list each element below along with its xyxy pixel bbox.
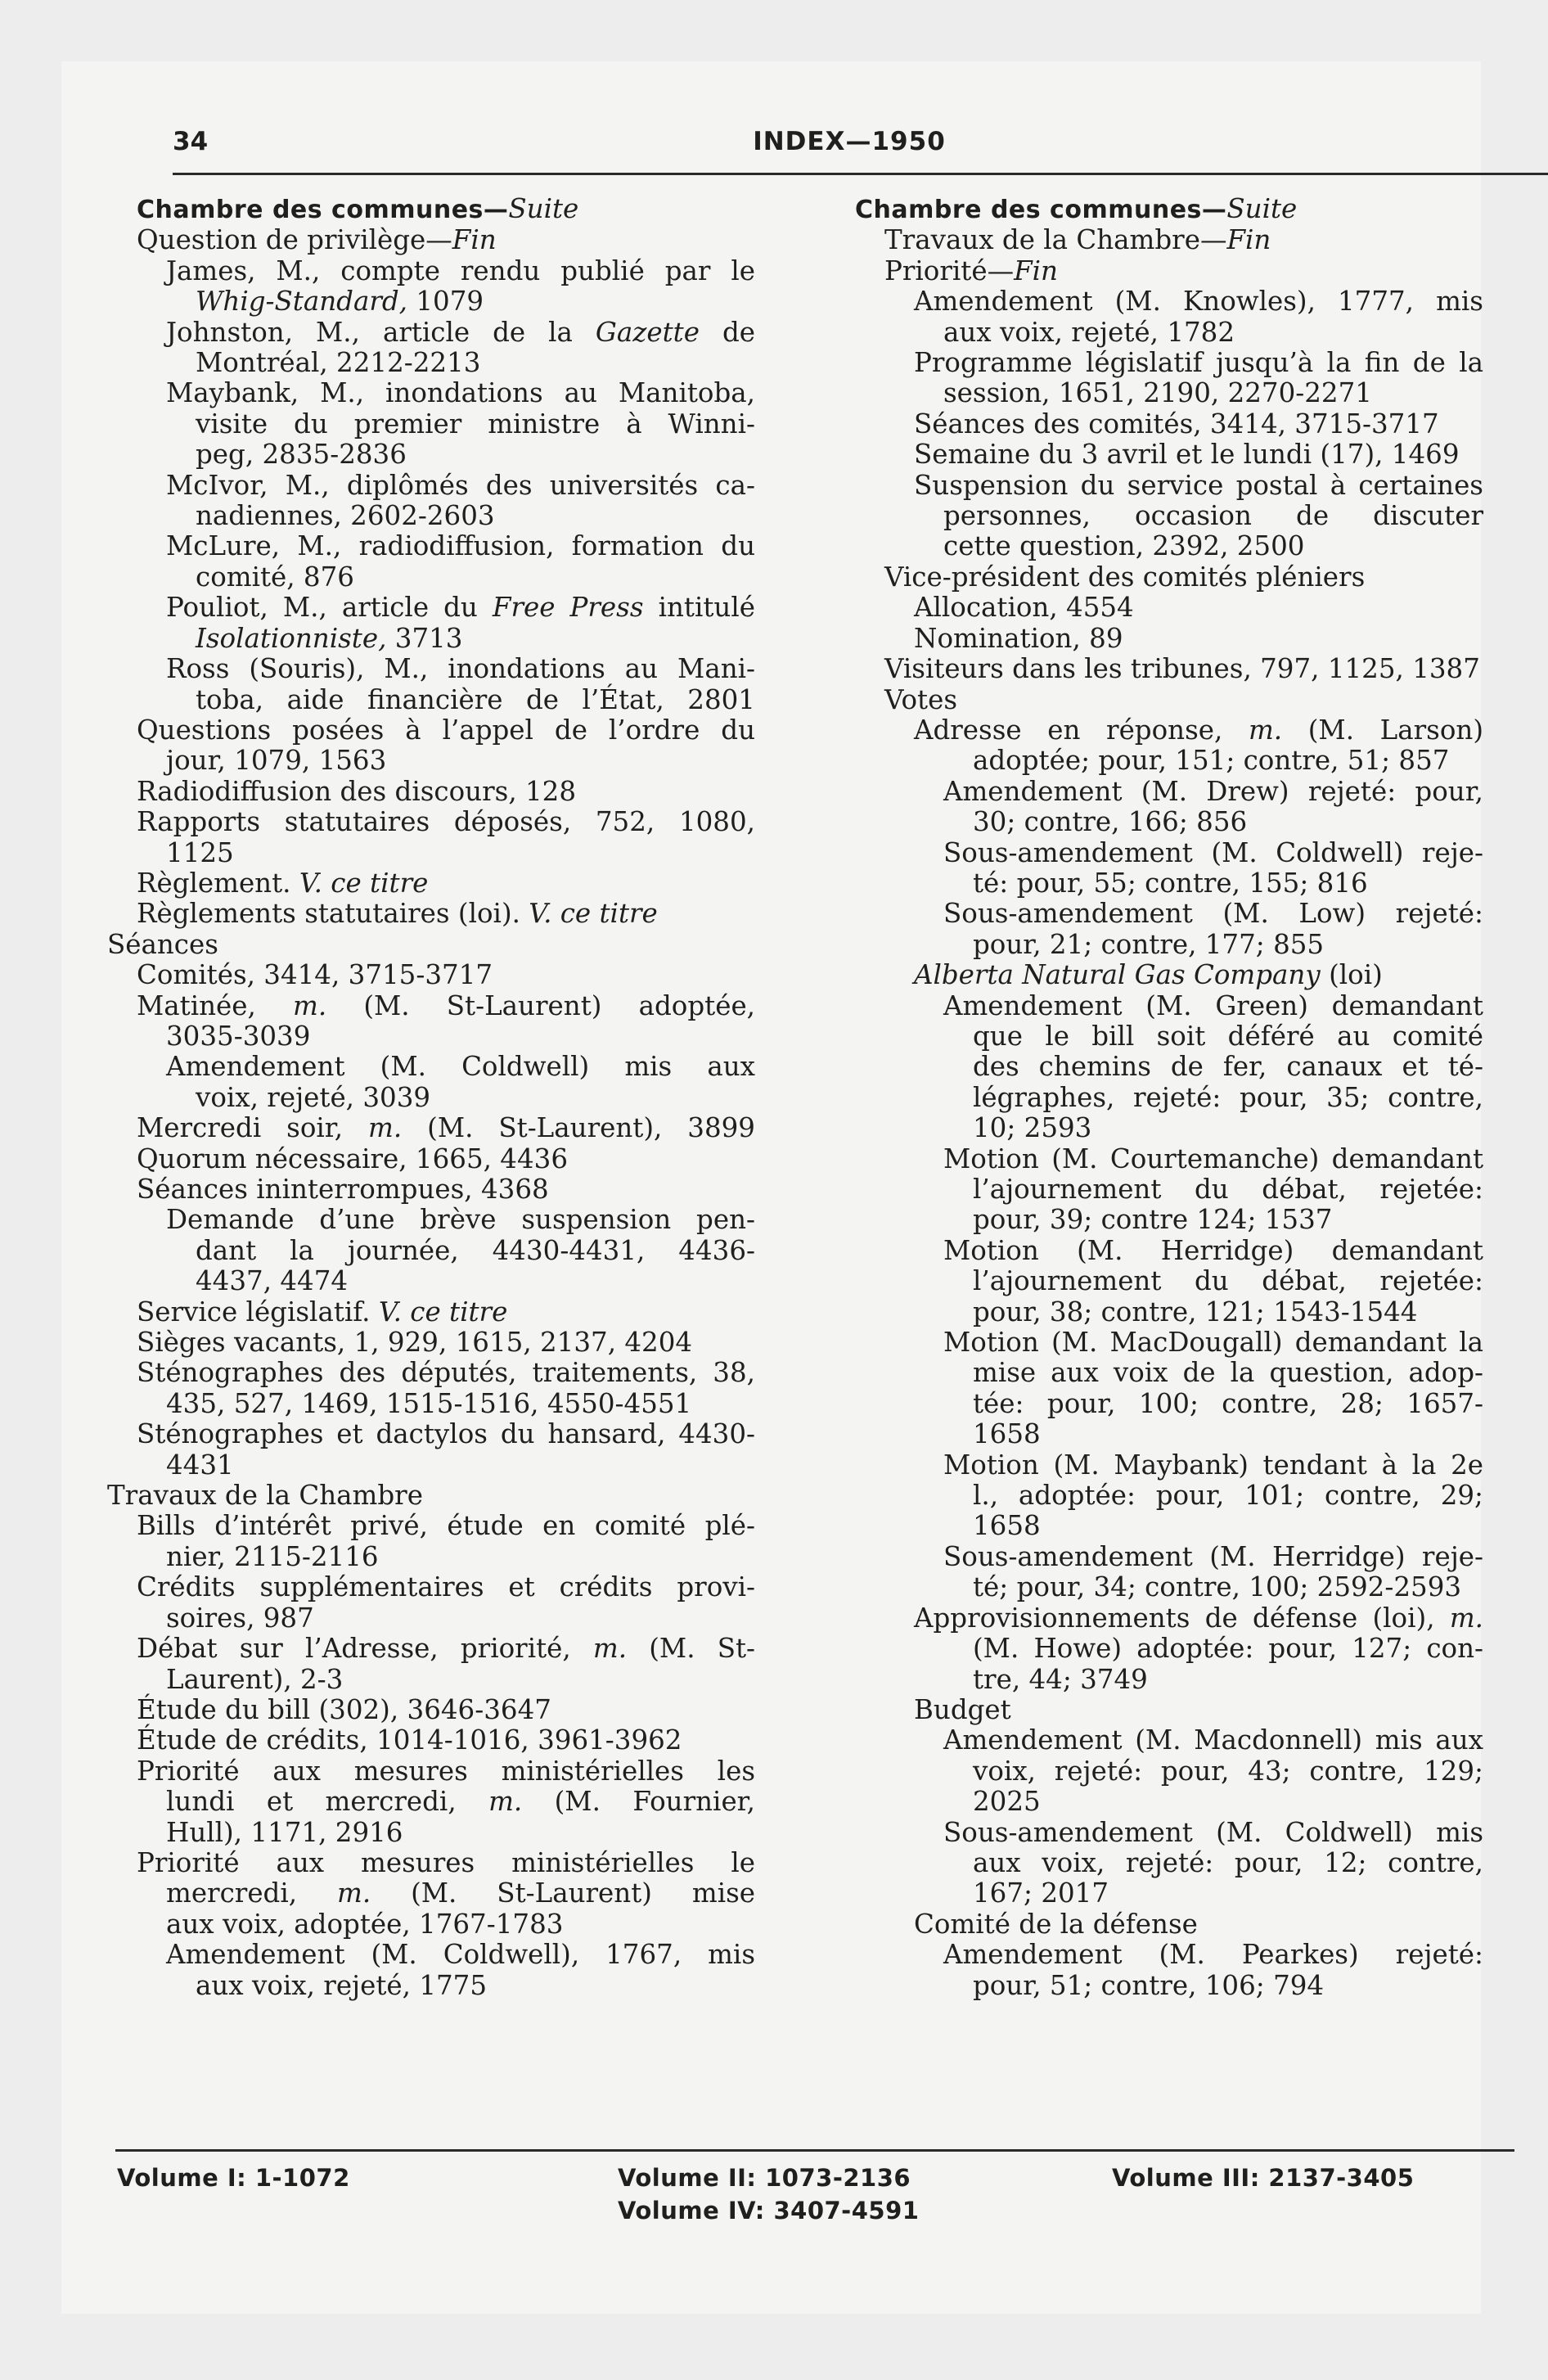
- index-line: [166, 1052, 755, 1082]
- index-text: Crédits supplémentaires et crédits provi-: [137, 1571, 755, 1603]
- index-text: Mercredi soir,: [137, 1112, 369, 1144]
- index-text: Motion (M. Maybank) tendant à la 2e: [943, 1449, 1483, 1481]
- index-text: Visiteurs dans les tribunes, 797, 1125, 1387: [884, 653, 1480, 685]
- index-line: [166, 1542, 824, 1572]
- index-text: Amendement (M. Coldwell), 1767, mis: [166, 1939, 755, 1971]
- footer-volume-2: Volume II: 1073-2136: [618, 2164, 911, 2192]
- index-text: jour, 1079, 1563: [166, 745, 387, 777]
- index-italic-text: m.: [488, 1786, 523, 1818]
- index-line: [166, 1787, 755, 1817]
- index-line: [973, 1389, 1483, 1419]
- index-text: Vice-président des comités pléniers: [884, 561, 1366, 593]
- index-text: Sous-amendement (M. Coldwell) reje-: [943, 836, 1483, 868]
- index-line: [973, 1511, 1522, 1541]
- index-line: [943, 838, 1483, 868]
- index-line: [943, 1542, 1483, 1572]
- index-line: [196, 501, 824, 531]
- index-line: [973, 1787, 1522, 1817]
- index-text: toba, aide financière de l’État, 2801: [196, 683, 755, 715]
- index-line: [137, 1358, 755, 1388]
- index-line: [166, 318, 755, 348]
- index-text: Ross (Souris), M., inondations au Mani-: [166, 653, 755, 685]
- index-line: [943, 501, 1483, 531]
- index-text: Amendement (M. Pearkes) rejeté:: [943, 1939, 1483, 1971]
- index-line: [973, 1174, 1483, 1205]
- index-line: [137, 1725, 824, 1756]
- index-text: l’ajournement du débat, rejetée:: [973, 1265, 1483, 1297]
- index-text: Amendement (M. Green) demandant: [943, 989, 1483, 1021]
- index-page: [61, 61, 1481, 2314]
- index-line: [166, 378, 755, 408]
- index-text: mercredi,: [166, 1877, 338, 1909]
- index-line: [196, 439, 824, 470]
- index-text: (M. St-Laurent), 3899: [402, 1112, 755, 1144]
- index-text: Hull), 1171, 2916: [166, 1816, 403, 1848]
- index-line: [166, 654, 755, 684]
- index-line: [973, 1665, 1522, 1695]
- index-text: adoptée; pour, 151; contre, 51; 857: [973, 745, 1450, 777]
- index-line: [137, 1113, 755, 1143]
- index-text: James, M., compte rendu publié par le: [166, 255, 755, 286]
- index-text: Votes: [884, 683, 958, 715]
- index-text: session, 1651, 2190, 2270-2271: [943, 377, 1372, 409]
- index-italic-text: V. ce titre: [378, 1296, 508, 1327]
- index-text: Montréal, 2212-2213: [196, 347, 481, 379]
- index-text: Priorité aux mesures ministérielles le: [137, 1846, 755, 1878]
- index-text: aux voix, adoptée, 1767-1783: [166, 1908, 564, 1940]
- index-text: aux voix, rejeté, 1775: [196, 1969, 488, 2001]
- index-line: [107, 930, 824, 960]
- index-line: [973, 746, 1522, 776]
- index-text: Comités, 3414, 3715-3717: [137, 959, 493, 991]
- index-line: [914, 1909, 1522, 1940]
- index-text: tée: pour, 100; contre, 28; 1657-: [973, 1387, 1483, 1419]
- index-line: [884, 685, 1522, 715]
- index-line: [166, 593, 755, 623]
- index-line: [166, 1909, 824, 1940]
- footer-volume-4: Volume IV: 3407-4591: [618, 2197, 920, 2224]
- index-line: [166, 256, 755, 286]
- index-text: pour, 38; contre, 121; 1543-1544: [973, 1296, 1418, 1327]
- index-line: [166, 1389, 824, 1419]
- index-line: [166, 1603, 824, 1634]
- index-line: [914, 624, 1522, 654]
- index-line: [943, 991, 1483, 1021]
- index-line: [137, 1695, 824, 1725]
- index-text: 2025: [973, 1786, 1041, 1818]
- index-line: [973, 1266, 1483, 1296]
- index-line: [166, 1940, 755, 1970]
- index-text: Travaux de la Chambre: [107, 1480, 423, 1512]
- index-italic-text: m.: [337, 1877, 371, 1909]
- index-text: soires, 987: [166, 1602, 314, 1634]
- index-italic-text: Isolationniste,: [196, 622, 387, 654]
- index-line: [973, 1205, 1522, 1235]
- index-line: [855, 194, 1522, 225]
- index-text: Radiodiffusion des discours, 128: [137, 775, 577, 807]
- index-line: [914, 1603, 1483, 1634]
- index-line: [973, 1113, 1522, 1143]
- index-line: [137, 1511, 755, 1541]
- index-line: [973, 868, 1522, 899]
- index-line: [943, 318, 1522, 348]
- index-line: [943, 1940, 1483, 1970]
- index-text: Sténographes et dactylos du hansard, 4430-: [137, 1418, 755, 1450]
- index-line: [914, 715, 1483, 746]
- index-text: Séances ininterrompues, 4368: [137, 1174, 549, 1205]
- index-italic-text: Suite: [508, 193, 579, 224]
- index-line: [943, 1327, 1483, 1358]
- index-italic-text: Suite: [1226, 193, 1298, 224]
- index-text: (M. St-Laurent) mise: [371, 1877, 755, 1909]
- index-line: [884, 225, 1522, 255]
- index-line: [943, 378, 1522, 408]
- index-text: 30; contre, 166; 856: [973, 806, 1248, 838]
- index-text: Maybank, M., inondations au Manitoba,: [166, 377, 755, 409]
- footer-volume-3: Volume III: 2137-3405: [1112, 2164, 1415, 2192]
- index-line: [973, 930, 1522, 960]
- index-text: 4437, 4474: [196, 1265, 349, 1297]
- index-text: Étude du bill (302), 3646-3647: [137, 1693, 551, 1725]
- index-text: McIvor, M., diplômés des universités ca-: [166, 469, 755, 501]
- index-italic-text: m.: [1248, 714, 1283, 746]
- index-line: [943, 777, 1483, 807]
- index-text: Service législatif.: [137, 1296, 379, 1327]
- index-text: comité, 876: [196, 561, 354, 593]
- index-text: légraphes, rejeté: pour, 35; contre,: [973, 1081, 1483, 1113]
- index-line: [196, 624, 824, 654]
- index-text: Programme législatif jusqu’à la fin de la: [914, 347, 1483, 379]
- index-italic-text: Free Press: [492, 592, 644, 624]
- running-head: INDEX—1950: [753, 127, 946, 156]
- index-text: nadiennes, 2602-2603: [196, 500, 495, 532]
- index-line: [943, 899, 1483, 929]
- index-text: Sous-amendement (M. Herridge) reje-: [943, 1540, 1483, 1572]
- index-text: l’ajournement du débat, rejetée:: [973, 1174, 1483, 1205]
- index-line: [137, 194, 824, 225]
- index-italic-text: Whig-Standard,: [196, 286, 408, 318]
- index-line: [166, 1021, 824, 1052]
- index-text: des chemins de fer, canaux et té-: [973, 1051, 1483, 1083]
- index-text: Budget: [914, 1693, 1011, 1725]
- index-line: [137, 1572, 755, 1602]
- index-text: Sièges vacants, 1, 929, 1615, 2137, 4204: [137, 1327, 693, 1359]
- index-line: [914, 439, 1522, 470]
- index-text: pour, 51; contre, 106; 794: [973, 1969, 1325, 2001]
- index-italic-text: m.: [368, 1112, 403, 1144]
- index-text: voix, rejeté, 3039: [196, 1081, 431, 1113]
- index-text: Motion (M. Herridge) demandant: [943, 1234, 1483, 1266]
- index-text: Laurent), 2-3: [166, 1663, 344, 1695]
- index-line: [137, 899, 824, 929]
- index-text: lundi et mercredi,: [166, 1786, 489, 1818]
- index-line: [196, 1083, 824, 1113]
- index-line: [137, 1144, 824, 1174]
- header-rule: [173, 173, 1548, 175]
- index-line: [884, 654, 1522, 684]
- index-text: Nomination, 89: [914, 622, 1123, 654]
- index-line: [137, 991, 755, 1021]
- index-text: 10; 2593: [973, 1112, 1092, 1144]
- index-text: Sténographes des députés, traitements, 38,: [137, 1357, 755, 1389]
- index-text: pour, 39; contre 124; 1537: [973, 1204, 1333, 1236]
- index-text: Quorum nécessaire, 1665, 4436: [137, 1143, 568, 1174]
- index-line: [196, 562, 824, 593]
- index-line: [914, 593, 1522, 623]
- index-text: peg, 2835-2836: [196, 439, 407, 471]
- index-line: [166, 746, 824, 776]
- index-italic-text: Fin: [452, 224, 497, 256]
- index-line: [166, 531, 755, 561]
- index-line: [137, 777, 824, 807]
- index-line: [914, 348, 1483, 378]
- index-text: Approvisionnements de défense (loi),: [914, 1602, 1450, 1634]
- index-text: pour, 21; contre, 177; 855: [973, 928, 1325, 960]
- index-text: (loi): [1320, 959, 1383, 991]
- index-text: Questions posées à l’appel de l’ordre du: [137, 714, 755, 746]
- index-line: [973, 1052, 1483, 1082]
- index-line: [914, 1695, 1522, 1725]
- index-text: Amendement (M. Macdonnell) mis aux: [943, 1724, 1483, 1756]
- index-line: [943, 1725, 1483, 1756]
- index-italic-text: Fin: [1226, 224, 1271, 256]
- index-text: personnes, occasion de discuter: [943, 500, 1483, 532]
- index-line: [914, 409, 1522, 439]
- index-text: Priorité aux mesures ministérielles les: [137, 1755, 755, 1787]
- index-line: [943, 1236, 1483, 1266]
- index-line: [914, 471, 1483, 501]
- index-text: 3713: [386, 622, 463, 654]
- index-text: 3035-3039: [166, 1020, 311, 1052]
- index-line: [166, 471, 755, 501]
- index-text: 1079: [407, 286, 484, 318]
- index-line: [914, 960, 1522, 990]
- index-text: Comité de la défense: [914, 1908, 1198, 1940]
- index-text: Adresse en réponse,: [914, 714, 1249, 746]
- index-text: Motion (M. Courtemanche) demandant: [943, 1143, 1483, 1174]
- index-line: [137, 1419, 755, 1449]
- index-text: (M. St-Laurent) adoptée,: [326, 989, 756, 1021]
- index-column-right: [855, 194, 1522, 2001]
- index-text: Amendement (M. Drew) rejeté: pour,: [943, 775, 1483, 807]
- index-text: Séances: [107, 928, 218, 960]
- index-text: (M. Larson): [1282, 714, 1483, 746]
- index-text: intitulé: [643, 592, 755, 624]
- index-line: [137, 1174, 824, 1205]
- index-text: Règlements statutaires (loi).: [137, 898, 529, 930]
- index-line: [884, 562, 1522, 593]
- page-number: 34: [173, 127, 209, 156]
- index-line: [973, 1634, 1483, 1664]
- index-line: [943, 1818, 1483, 1848]
- index-text: (M. St-: [627, 1633, 755, 1665]
- index-line: [196, 348, 824, 378]
- index-line: [137, 225, 824, 255]
- index-line: [196, 286, 824, 317]
- index-text: de: [699, 316, 755, 348]
- index-text: Sous-amendement (M. Coldwell) mis: [943, 1816, 1483, 1848]
- index-text: (M. Howe) adoptée: pour, 127; con-: [973, 1633, 1483, 1665]
- index-text: 1658: [973, 1510, 1041, 1542]
- index-text: Séances des comités, 3414, 3715-3717: [914, 408, 1439, 439]
- index-line: [943, 1144, 1483, 1174]
- index-text: 435, 527, 1469, 1515-1516, 4550-4551: [166, 1387, 692, 1419]
- index-text: Débat sur l’Adresse, priorité,: [137, 1633, 593, 1665]
- index-line: [196, 1971, 824, 2001]
- index-line: [107, 1481, 824, 1511]
- index-line: [166, 1450, 824, 1481]
- index-line: [973, 1297, 1522, 1327]
- index-italic-text: Fin: [1014, 255, 1058, 286]
- index-line: [196, 1266, 824, 1296]
- index-text: Rapports statutaires déposés, 752, 1080,: [137, 806, 755, 838]
- index-line: [137, 1634, 755, 1664]
- index-line: [137, 807, 755, 837]
- index-line: [196, 409, 755, 439]
- index-italic-text: V. ce titre: [299, 867, 429, 899]
- index-text: Amendement (M. Coldwell) mis aux: [166, 1051, 755, 1083]
- index-line: [973, 1572, 1522, 1602]
- footer-rule: [115, 2149, 1514, 2152]
- index-text: Question de privilège—: [137, 224, 452, 256]
- index-line: [973, 1481, 1483, 1511]
- index-text: Matinée,: [137, 989, 294, 1021]
- index-text: Travaux de la Chambre—: [884, 224, 1227, 256]
- index-column-left: [107, 193, 824, 2001]
- footer-volume-1: Volume I: 1-1072: [117, 2164, 350, 2192]
- index-italic-text: Alberta Natural Gas Company: [914, 959, 1321, 991]
- index-text: dant la journée, 4430-4431, 4436-: [196, 1234, 755, 1266]
- index-line: [137, 1848, 755, 1878]
- index-italic-text: m.: [592, 1633, 628, 1665]
- index-text: Sous-amendement (M. Low) rejeté:: [943, 898, 1483, 930]
- index-line: [973, 1021, 1483, 1052]
- index-line: [973, 1083, 1483, 1113]
- index-italic-text: Gazette: [595, 316, 700, 348]
- index-text: McLure, M., radiodiffusion, formation du: [166, 530, 755, 562]
- index-line: [137, 960, 824, 990]
- index-text: Pouliot, M., article du: [166, 592, 493, 624]
- index-line: [973, 1358, 1483, 1388]
- index-heading-text: Chambre des communes—: [137, 196, 509, 224]
- index-text: Priorité—: [884, 255, 1015, 286]
- index-text: nier, 2115-2116: [166, 1540, 379, 1572]
- index-italic-text: m.: [1449, 1602, 1483, 1634]
- index-text: Suspension du service postal à certaines: [914, 469, 1483, 501]
- index-line: [137, 1297, 824, 1327]
- index-text: 1658: [973, 1418, 1041, 1450]
- index-line: [196, 1236, 755, 1266]
- index-text: Semaine du 3 avril et le lundi (17), 1469: [914, 439, 1460, 471]
- index-text: aux voix, rejeté, 1782: [943, 316, 1235, 348]
- index-line: [973, 1878, 1522, 1909]
- index-line: [166, 1878, 755, 1909]
- index-text: visite du premier ministre à Winni-: [196, 408, 755, 439]
- index-line: [196, 685, 755, 715]
- index-text: té; pour, 34; contre, 100; 2592-2593: [973, 1571, 1462, 1603]
- index-text: que le bill soit déféré au comité: [973, 1020, 1483, 1052]
- index-line: [973, 1419, 1522, 1449]
- index-text: Bills d’intérêt privé, étude en comité plé-: [137, 1510, 755, 1542]
- index-text: té: pour, 55; contre, 155; 816: [973, 867, 1368, 899]
- index-text: mise aux voix de la question, adop-: [973, 1357, 1483, 1389]
- index-italic-text: m.: [293, 989, 327, 1021]
- index-line: [137, 1327, 824, 1358]
- index-line: [137, 1756, 755, 1787]
- index-text: Amendement (M. Knowles), 1777, mis: [914, 286, 1483, 318]
- index-text: Allocation, 4554: [914, 592, 1134, 624]
- index-line: [166, 1818, 824, 1848]
- index-line: [166, 838, 824, 868]
- index-text: 1125: [166, 836, 234, 868]
- index-line: [884, 256, 1522, 286]
- index-line: [973, 807, 1522, 837]
- index-italic-text: V. ce titre: [529, 898, 658, 930]
- index-line: [943, 1450, 1483, 1481]
- index-line: [137, 715, 755, 746]
- index-text: 167; 2017: [973, 1877, 1109, 1909]
- index-text: tre, 44; 3749: [973, 1663, 1148, 1695]
- index-line: [914, 286, 1483, 317]
- index-line: [973, 1756, 1483, 1787]
- index-text: Étude de crédits, 1014-1016, 3961-3962: [137, 1724, 682, 1756]
- index-text: Règlement.: [137, 867, 299, 899]
- index-text: cette question, 2392, 2500: [943, 530, 1305, 562]
- index-text: Motion (M. MacDougall) demandant la: [943, 1327, 1483, 1359]
- index-text: l., adoptée: pour, 101; contre, 29;: [973, 1480, 1483, 1512]
- index-text: voix, rejeté: pour, 43; contre, 129;: [973, 1755, 1483, 1787]
- index-line: [973, 1971, 1522, 2001]
- index-line: [973, 1848, 1483, 1878]
- index-text: Johnston, M., article de la: [166, 316, 596, 348]
- index-line: [166, 1205, 755, 1235]
- index-line: [943, 531, 1522, 561]
- index-heading-text: Chambre des communes—: [855, 196, 1227, 224]
- index-text: aux voix, rejeté: pour, 12; contre,: [973, 1846, 1483, 1878]
- index-text: 4431: [166, 1449, 234, 1481]
- index-text: Demande d’une brève suspension pen-: [166, 1204, 755, 1236]
- page-header: [125, 61, 1508, 171]
- index-line: [137, 868, 824, 899]
- index-text: (M. Fournier,: [522, 1786, 755, 1818]
- index-line: [166, 1665, 824, 1695]
